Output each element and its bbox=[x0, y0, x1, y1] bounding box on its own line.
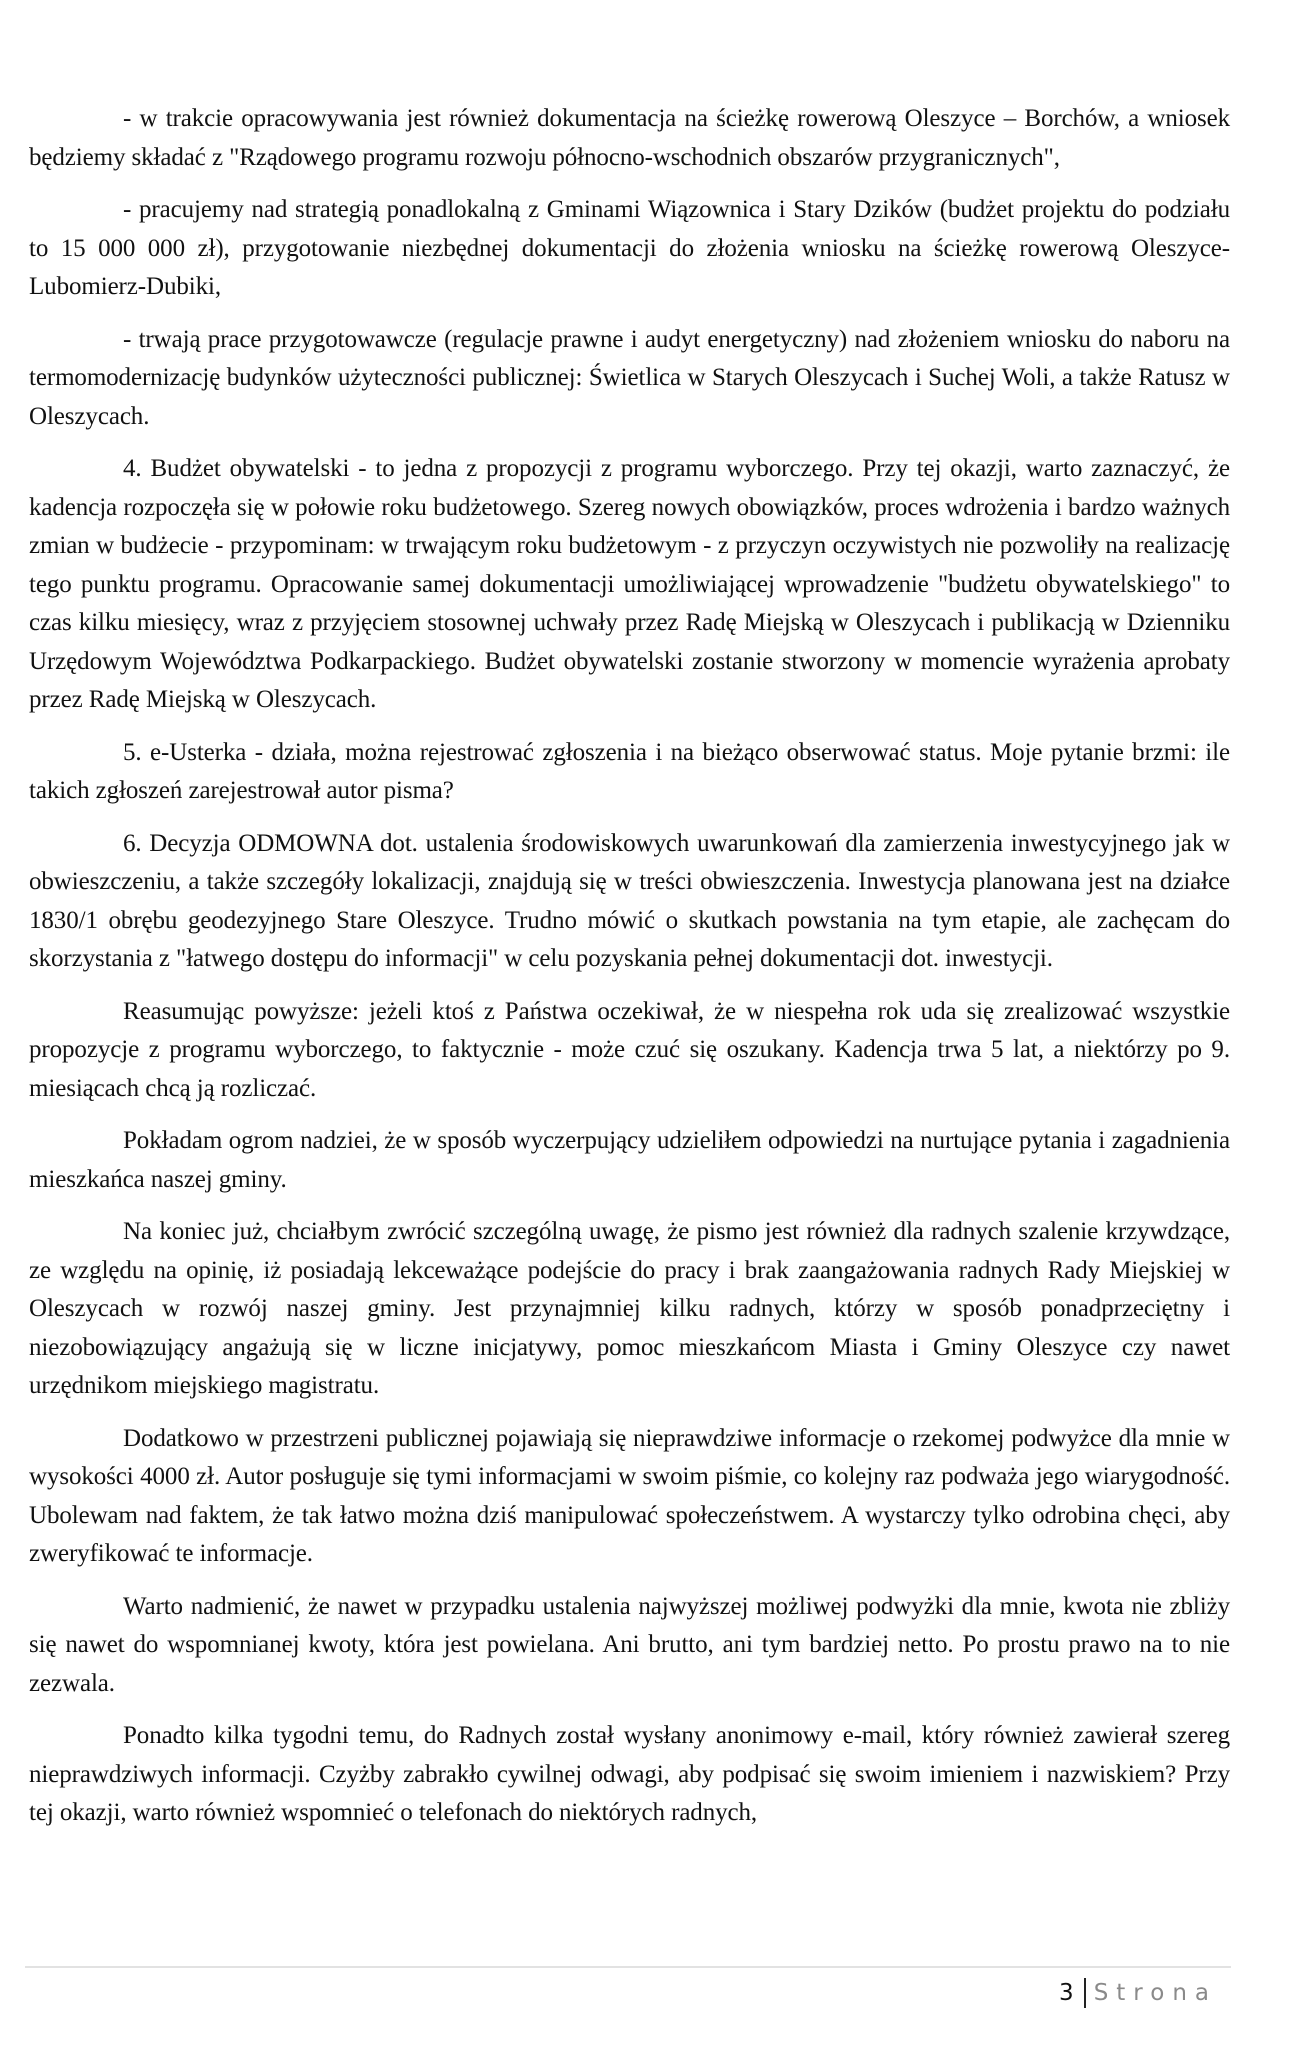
paragraph-e-usterka: 5. e-Usterka - działa, można rejestrować zgłoszenia i na bieżąco obserwować status. Moje pytanie brzmi: ile takich zgłoszeń zarejestrował autor pisma? bbox=[29, 738, 1230, 804]
document-body bbox=[29, 100, 1230, 1847]
page-label: Strona bbox=[1093, 1980, 1217, 2006]
paragraph-bike-path-borchow: - w trakcie opracowywania jest również dokumentacja na ścieżkę rowerową Oleszyce – Borchów, a wniosek będziemy składać z "Rządowego programu rozwoju północno-wschodnich obszarów przygranicznych", bbox=[29, 105, 1230, 171]
footer-separator bbox=[1084, 1978, 1086, 2008]
paragraph-anonymous-email: Ponadto kilka tygodni temu, do Radnych został wysłany anonimowy e-mail, który również zawierał szereg nieprawdziwych informacji. Czyżby zabrakło cywilnej odwagi, aby podpisać się swoim imieniem i nazwiskiem? Przy tej okazji, warto również wspomnieć o telefonach do niektórych radnych, bbox=[29, 1722, 1230, 1826]
paragraph-thermomodernization: - trwają prace przygotowawcze (regulacje prawne i audyt energetyczny) nad złożeniem wniosku do naboru na termomodernizację budynków użyteczności publicznej: Świetlica w Starych Oleszycach i Suchej Woli, a także Ratusz w Oleszycach. bbox=[29, 325, 1230, 430]
page-footer bbox=[1059, 1978, 1217, 2008]
paragraph-supralocal-strategy: - pracujemy nad strategią ponadlokalną z Gminami Wiązownica i Stary Dzików (budżet projektu do podziału to 15 000 000 zł), przygotowanie niezbędnej dokumentacji do złożenia wniosku na ścieżkę rowerową Oleszyce-Lubomierz-Dubiki, bbox=[29, 196, 1230, 300]
paragraph-negative-decision: 6. Decyzja ODMOWNA dot. ustalenia środowiskowych uwarunkowań dla zamierzenia inwestycyjnego jak w obwieszczeniu, a także szczegóły lokalizacji, znajdują się w treści obwieszczenia. Inwestycja planowana jest na działce 1830/1 obrębu geodezyjnego Stare Oleszyce. Trudno mówić o skutkach powstania na tym etapie, ale zachęcam do skorzystania z "łatwego dostępu do informacji" w celu pozyskania pełnej dokumentacji dot. inwestycji. bbox=[29, 829, 1230, 972]
paragraph-hope: Pokładam ogrom nadziei, że w sposób wyczerpujący udzieliłem odpowiedzi na nurtujące pytania i zagadnienia mieszkańca naszej gminy. bbox=[29, 1127, 1230, 1193]
footer-divider bbox=[25, 1966, 1231, 1968]
paragraph-pay-raise: Warto nadmienić, że nawet w przypadku ustalenia najwyższej możliwej podwyżki dla mnie, kwota nie zbliży się nawet do wspomnianej kwoty, która jest powielana. Ani brutto, ani tym bardziej netto. Po prostu prawo na to nie zezwala. bbox=[29, 1592, 1230, 1697]
paragraph-summary: Reasumując powyższe: jeżeli ktoś z Państwa oczekiwał, że w niespełna rok uda się zrealizować wszystkie propozycje z programu wyborczego, to faktycznie - może czuć się oszukany. Kadencja trwa 5 lat, a niektórzy po 9. miesiącach chcą ją rozliczać. bbox=[29, 997, 1230, 1102]
paragraph-civic-budget: 4. Budżet obywatelski - to jedna z propozycji z programu wyborczego. Przy tej okazji, warto zaznaczyć, że kadencja rozpoczęła się w połowie roku budżetowego. Szereg nowych obowiązków, proces wdrożenia i bardzo ważnych zmian w budżecie - przypominam: w trwającym roku budżetowym - z przyczyn oczywistych nie pozwoliły na realizację tego punktu programu. Opracowanie samej dokumentacji umożliwiającej wprowadzenie "budżetu obywatelskiego" to czas kilku miesięcy, wraz z przyjęciem stosownej uchwały przez Radę Miejską w Oleszycach i publikacją w Dzienniku Urzędowym Województwa Podkarpackiego. Budżet obywatelski zostanie stworzony w momencie wyrażenia aprobaty przez Radę Miejską w Oleszycach. bbox=[29, 455, 1230, 713]
page-number: 3 bbox=[1059, 1980, 1074, 2006]
paragraph-false-information: Dodatkowo w przestrzeni publicznej pojawiają się nieprawdziwe informacje o rzekomej podwyżce dla mnie w wysokości 4000 zł. Autor posługuje się tymi informacjami w swoim piśmie, co kolejny raz podważa jego wiarygodność. Ubolewam nad faktem, że tak łatwo można dziś manipulować społeczeństwem. A wystarczy tylko odrobina chęci, aby zweryfikować te informacje. bbox=[29, 1424, 1230, 1567]
paragraph-councillors: Na koniec już, chciałbym zwrócić szczególną uwagę, że pismo jest również dla radnych szalenie krzywdzące, ze względu na opinię, iż posiadają lekceważące podejście do pracy i brak zaangażowania radnych Rady Miejskiej w Oleszycach w rozwój naszej gminy. Jest przynajmniej kilku radnych, którzy w sposób ponadprzeciętny i niezobowiązujący angażują się w liczne inicjatywy, pomoc mieszkańcom Miasta i Gminy Oleszyce czy nawet urzędnikom miejskiego magistratu. bbox=[29, 1218, 1230, 1399]
